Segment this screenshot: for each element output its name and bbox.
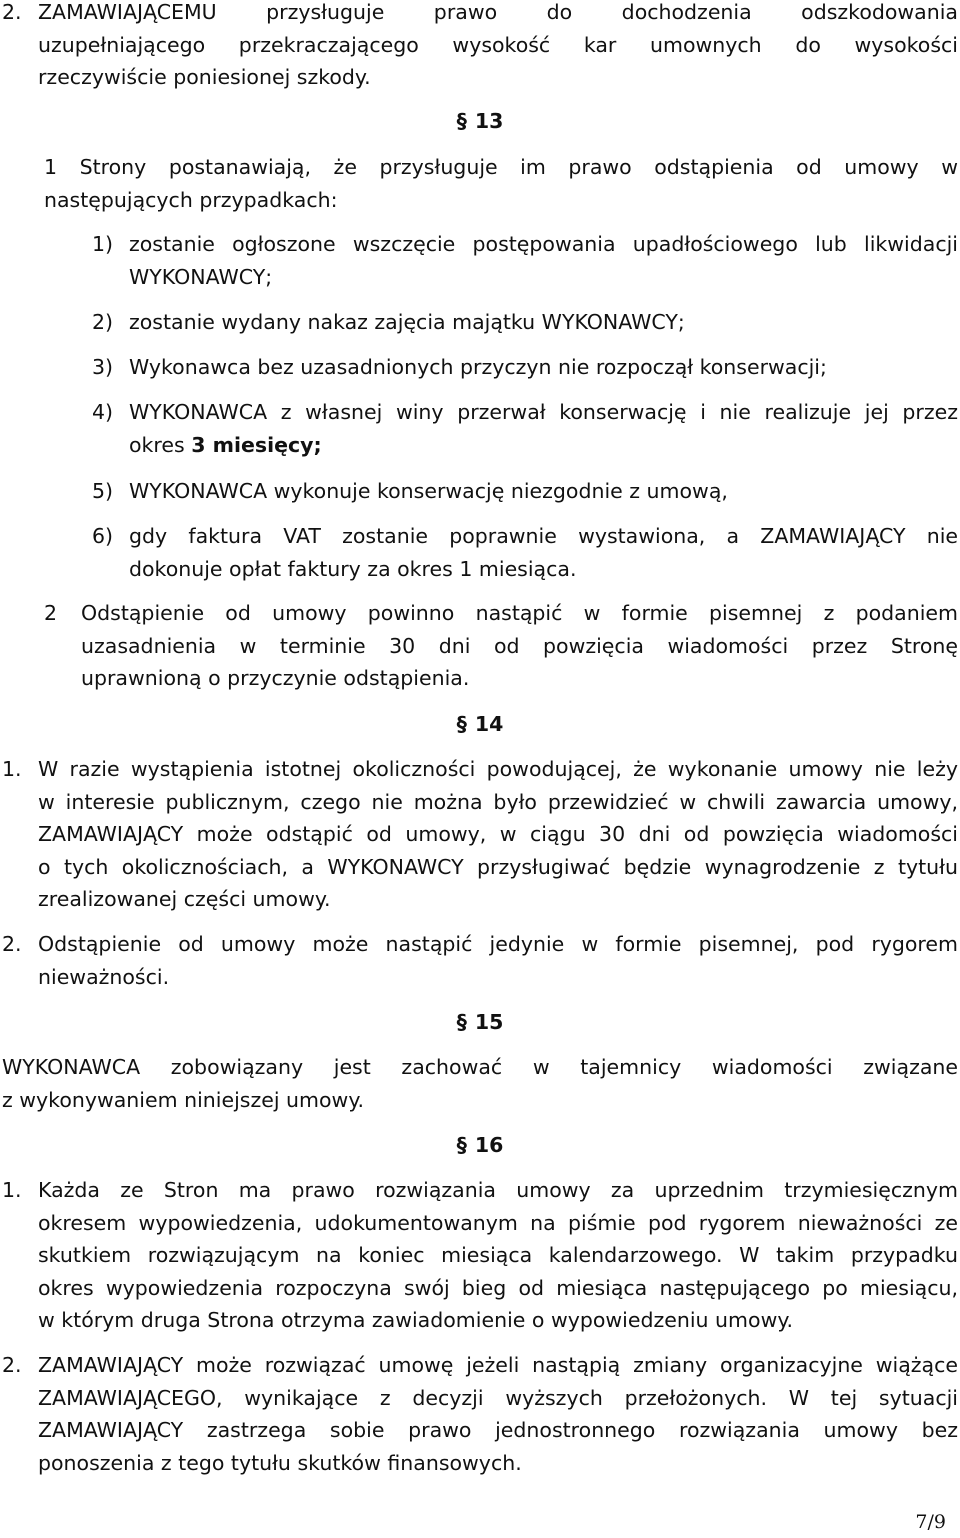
text-line: zrealizowanej części umowy. xyxy=(38,887,331,911)
text-line: ZAMAWIAJĄCEMU przysługuje prawo do dochodzenia odszkodowania xyxy=(38,0,958,24)
section-number: 13 xyxy=(474,109,504,133)
section-symbol: § xyxy=(456,1133,467,1157)
text-line: Wykonawca bez uzasadnionych przyczyn nie rozpoczął konserwacji; xyxy=(129,355,827,379)
section-15-heading xyxy=(0,1006,960,1039)
section-15-text xyxy=(2,1051,958,1116)
text-line: uzupełniającego przekraczającego wysokość kar umownych do wysokości xyxy=(38,32,958,57)
text-line: ponoszenia z tego tytułu skutków finansowych. xyxy=(38,1450,522,1475)
text-line: 1 Strony postanawiają, że przysługuje im prawo odstąpienia od umowy w xyxy=(44,155,958,179)
text-line: WYKONAWCA zobowiązany jest zachować w tajemnicy wiadomości związane xyxy=(2,1055,958,1079)
section-symbol: § xyxy=(456,712,467,736)
paragraph-number: 1. xyxy=(2,1178,22,1202)
paragraph-12-2 xyxy=(2,0,958,94)
text-line: ZAMAWIAJĄCEGO, wynikające z decyzji wyższych przełożonych. W tej sytuacji xyxy=(38,1385,958,1410)
text-line: gdy faktura VAT zostanie poprawnie wystawiona, a ZAMAWIAJĄCY nie xyxy=(129,524,958,548)
text-line: o tych okolicznościach, a WYKONAWCY przysługiwać będzie wynagrodzenie z tytułu xyxy=(38,854,958,879)
text-line: Każda ze Stron ma prawo rozwiązania umowy za uprzednim trzymiesięcznym xyxy=(38,1178,958,1202)
list-item xyxy=(92,396,958,461)
text-line: następujących przypadkach: xyxy=(44,187,338,212)
list-item xyxy=(92,520,958,585)
text-line: okresem wypowiedzenia, udokumentowanym na piśmie pod rygorem nieważności ze xyxy=(38,1210,958,1235)
text-line: w interesie publicznym, czego nie można było przewidzieć w chwili zawarcia umowy, xyxy=(38,789,958,814)
paragraph-number: 2. xyxy=(2,0,22,24)
text-line: zostanie ogłoszone wszczęcie postępowania upadłościowego lub likwidacji xyxy=(129,232,958,256)
section-symbol: § xyxy=(456,109,467,133)
page-number: 7/9 xyxy=(915,1511,946,1533)
paragraph-14-2 xyxy=(2,928,958,993)
text-line xyxy=(129,429,958,462)
list-item xyxy=(92,228,958,293)
text-line: uprawnioną o przyczynie odstąpienia. xyxy=(81,666,470,690)
item-number: 3) xyxy=(92,355,114,379)
list-item xyxy=(92,475,958,508)
section-14-heading xyxy=(0,708,960,741)
item-number: 2) xyxy=(92,310,114,334)
section-number: 15 xyxy=(474,1010,504,1034)
text-line: WYKONAWCA wykonuje konserwację niezgodnie z umową, xyxy=(129,479,728,503)
text-line: dokonuje opłat faktury za okres 1 miesiąca. xyxy=(129,556,577,581)
paragraph-16-1 xyxy=(2,1174,958,1337)
section-number: 16 xyxy=(474,1133,504,1157)
text-line: rzeczywiście poniesionej szkody. xyxy=(38,65,371,89)
text-line: uzasadnienia w terminie 30 dni od powzięcia wiadomości przez Stronę xyxy=(81,633,958,658)
paragraph-13-2 xyxy=(44,597,958,695)
paragraph-number: 1. xyxy=(2,757,22,781)
list-item xyxy=(92,351,958,384)
text-line: zostanie wydany nakaz zajęcia majątku WYKONAWCY; xyxy=(129,310,685,334)
text-line: okres wypowiedzenia rozpoczyna swój bieg od miesiąca następującego po miesiącu, xyxy=(38,1275,958,1300)
text-line: WYKONAWCA z własnej winy przerwał konserwację i nie realizuje jej przez xyxy=(129,400,958,424)
section-13-intro xyxy=(44,151,958,216)
paragraph-number: 2. xyxy=(2,932,22,956)
text-line: w którym druga Strona otrzyma zawiadomienie o wypowiedzeniu umowy. xyxy=(38,1308,794,1332)
section-16-heading xyxy=(0,1129,960,1162)
section-symbol: § xyxy=(456,1010,467,1034)
text-line: Odstąpienie od umowy może nastąpić jedynie w formie pisemnej, pod rygorem xyxy=(38,932,958,956)
paragraph-14-1 xyxy=(2,753,958,916)
text-line: ZAMAWIAJĄCY może rozwiązać umowę jeżeli nastąpią zmiany organizacyjne wiążące xyxy=(38,1353,958,1377)
text-fragment: okres xyxy=(129,432,192,457)
emphasis-text: 3 miesięcy; xyxy=(191,432,322,457)
text-line: nieważności. xyxy=(38,964,170,989)
paragraph-number: 2. xyxy=(2,1353,22,1377)
list-item xyxy=(92,306,958,339)
item-number: 1) xyxy=(92,232,114,256)
text-line: W razie wystąpienia istotnej okoliczności powodującej, że wykonanie umowy nie leży xyxy=(38,757,958,781)
text-line: WYKONAWCY; xyxy=(129,264,273,289)
text-line: skutkiem rozwiązującym na koniec miesiąca kalendarzowego. W takim przypadku xyxy=(38,1243,958,1267)
text-line: Odstąpienie od umowy powinno nastąpić w formie pisemnej z podaniem xyxy=(81,601,958,625)
text-line: ZAMAWIAJĄCY może odstąpić od umowy, w ciągu 30 dni od powzięcia wiadomości xyxy=(38,822,958,846)
text-line: z wykonywaniem niniejszej umowy. xyxy=(2,1087,365,1112)
text-line: ZAMAWIAJĄCY zastrzega sobie prawo jednostronnego rozwiązania umowy bez xyxy=(38,1418,958,1442)
section-13-heading xyxy=(0,105,960,138)
item-number: 5) xyxy=(92,479,114,503)
item-number: 4) xyxy=(92,400,114,424)
item-number: 6) xyxy=(92,524,114,548)
paragraph-number: 2 xyxy=(44,601,58,625)
paragraph-16-2 xyxy=(2,1349,958,1479)
section-number: 14 xyxy=(474,712,504,736)
